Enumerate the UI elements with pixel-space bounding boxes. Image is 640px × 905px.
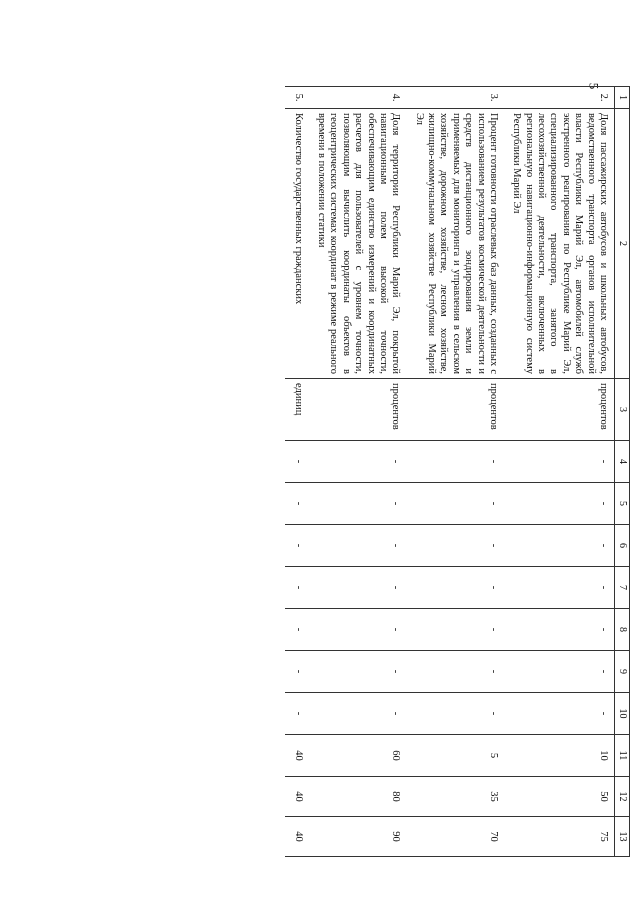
table-row	[504, 87, 615, 857]
value-cell: -	[406, 609, 504, 651]
value-cell: -	[504, 483, 615, 525]
header-cell: 10	[615, 693, 630, 735]
header-cell: 6	[615, 525, 630, 567]
header-row	[615, 87, 630, 857]
unit-cell: единиц	[285, 379, 308, 441]
value-cell: 50	[504, 777, 615, 817]
indicator-description: Доля пассажирских автобусов и школьных автобусов, ведомственного транспорта органов исполнительной власти Республики Марий Эл, автомобилей служб экстренного реагирования по Республике Марий Эл, специализированного транспорта, занятого в лесохозяйственной деятельности, включенных в региональную навигационно-информационную систему Республики Марий Эл	[504, 109, 615, 379]
value-cell: 5	[406, 735, 504, 777]
header-cell: 7	[615, 567, 630, 609]
value-cell: -	[285, 483, 308, 525]
header-cell: 3	[615, 379, 630, 441]
value-cell: -	[285, 609, 308, 651]
value-cell: -	[406, 693, 504, 735]
value-cell: -	[504, 567, 615, 609]
value-cell: -	[406, 651, 504, 693]
table-row	[285, 87, 308, 857]
header-cell: 9	[615, 651, 630, 693]
value-cell: -	[406, 441, 504, 483]
value-cell: -	[285, 525, 308, 567]
indicator-description: Количество государственных гражданских	[285, 109, 308, 379]
value-cell: 60	[309, 735, 407, 777]
value-cell: 90	[309, 817, 407, 857]
header-cell: 4	[615, 441, 630, 483]
indicator-description: Процент готовности отраслевых баз данных, созданных с использованием результатов космической деятельности и средств дистанционного зондирования земли и применяемых для мониторинга и управления в сельском хозяйстве, дорожном хозяйстве, лесном хозяйстве, жилищно-коммунальном хозяйстве Республики Марий Эл	[406, 109, 504, 379]
header-cell: 12	[615, 777, 630, 817]
header-cell: 5	[615, 483, 630, 525]
indicator-description: Доля территории Республики Марий Эл, покрытой навигационным полем высокой точности, обеспечивающим единство измерений и координатных расчетов для пользователей с уровнем точности, позволяющим вычислить координаты объектов в геоцентрических системах координат в режиме реального времени в положении статики	[309, 109, 407, 379]
value-cell: -	[504, 609, 615, 651]
header-cell: 11	[615, 735, 630, 777]
value-cell: -	[309, 693, 407, 735]
value-cell: -	[504, 693, 615, 735]
value-cell: -	[309, 609, 407, 651]
unit-cell: процентов	[309, 379, 407, 441]
row-number: 3.	[406, 87, 504, 109]
value-cell: -	[504, 441, 615, 483]
value-cell: -	[504, 525, 615, 567]
row-number: 2.	[504, 87, 615, 109]
value-cell: -	[406, 567, 504, 609]
value-cell: 40	[285, 817, 308, 857]
header-cell: 2	[615, 109, 630, 379]
value-cell: 40	[285, 735, 308, 777]
value-cell: 75	[504, 817, 615, 857]
value-cell: -	[406, 483, 504, 525]
value-cell: 40	[285, 777, 308, 817]
value-cell: -	[309, 525, 407, 567]
value-cell: 10	[504, 735, 615, 777]
row-number: 4.	[309, 87, 407, 109]
value-cell: -	[285, 651, 308, 693]
value-cell: 70	[406, 817, 504, 857]
table-row	[406, 87, 504, 857]
header-cell: 13	[615, 817, 630, 857]
table-row	[309, 87, 407, 857]
value-cell: -	[504, 651, 615, 693]
value-cell: -	[406, 525, 504, 567]
value-cell: -	[309, 567, 407, 609]
value-cell: -	[285, 567, 308, 609]
value-cell: -	[285, 693, 308, 735]
unit-cell: процентов	[406, 379, 504, 441]
value-cell: 80	[309, 777, 407, 817]
row-number: 5.	[285, 87, 308, 109]
page-number: 5	[586, 82, 602, 90]
value-cell: -	[309, 483, 407, 525]
header-cell: 1	[615, 87, 630, 109]
value-cell: 35	[406, 777, 504, 817]
value-cell: -	[285, 441, 308, 483]
value-cell: -	[309, 651, 407, 693]
unit-cell: процентов	[504, 379, 615, 441]
value-cell: -	[309, 441, 407, 483]
indicator-table	[285, 86, 630, 857]
header-cell: 8	[615, 609, 630, 651]
